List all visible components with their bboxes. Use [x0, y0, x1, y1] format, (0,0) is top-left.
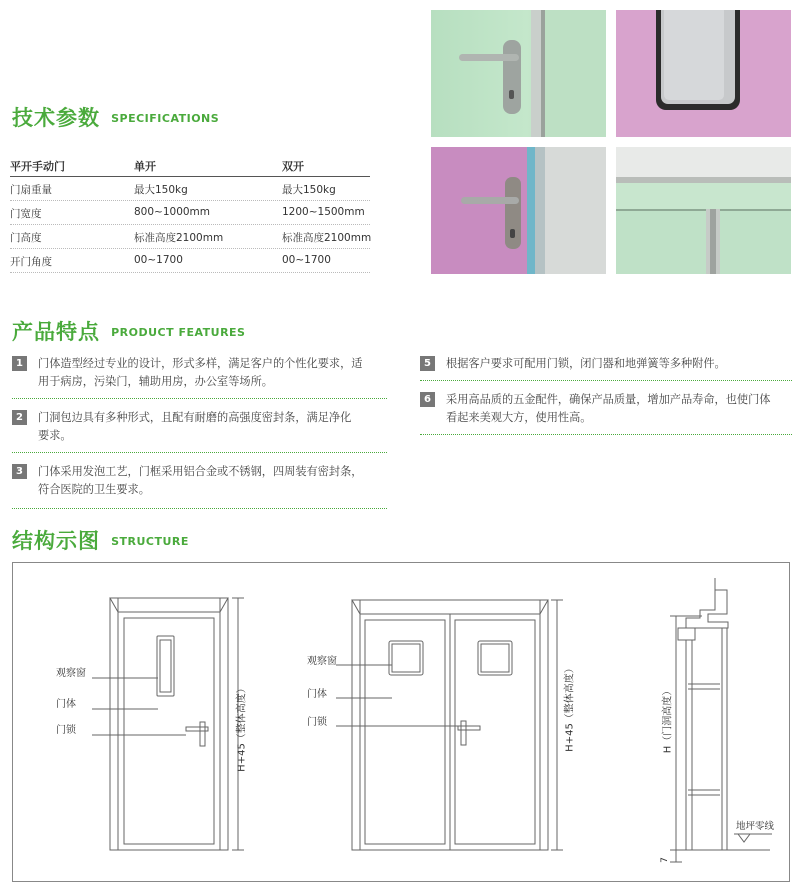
- double-body-label: 门体: [307, 689, 327, 700]
- single-body-label: 门体: [56, 699, 76, 710]
- structure-title: 结构示图: [12, 529, 100, 553]
- spec-label: 开门角度: [10, 256, 52, 268]
- spec-value-single: 800~1000mm: [134, 206, 211, 218]
- feature-text-line: 根据客户要求可配用门锁，闭门器和地弹簧等多种附件。: [446, 357, 726, 370]
- spec-subtitle: SPECIFICATIONS: [111, 112, 220, 125]
- spec-label: 门扇重量: [10, 184, 52, 196]
- spec-value-double: 最大150kg: [282, 184, 336, 196]
- feature-text-line: 门洞包边具有多种形式，且配有耐磨的高强度密封条，满足净化: [38, 411, 352, 424]
- feature-text-line: 采用高品质的五金配件，确保产品质量，增加产品寿命，也使门体: [446, 393, 771, 406]
- feature-number-badge: 1: [12, 356, 27, 371]
- spec-value-double: 1200~1500mm: [282, 206, 365, 218]
- feature-number-badge: 6: [420, 392, 435, 407]
- feature-text-line: 看起来美观大方，使用性高。: [446, 411, 592, 424]
- double-door-drawing: [336, 600, 563, 850]
- section-height-dim-label: H（门洞高度）: [662, 685, 674, 754]
- double-lock-label: 门锁: [307, 717, 327, 728]
- features-title: 产品特点: [12, 320, 100, 344]
- single-lock-label: 门锁: [56, 725, 76, 736]
- single-door-drawing: [92, 598, 244, 850]
- spec-label: 门宽度: [10, 208, 42, 220]
- feature-number-badge: 2: [12, 410, 27, 425]
- feature-text-line: 符合医院的卫生要求。: [38, 483, 150, 496]
- feature-text-line: 门体采用发泡工艺，门框采用铝合金或不锈钢，四周装有密封条，: [38, 465, 363, 478]
- single-height-dim-label: H+45（整体高度）: [236, 683, 248, 772]
- spec-label: 门高度: [10, 232, 42, 244]
- section-bottom-dim-label: 7: [659, 857, 670, 863]
- double-window-label: 观察窗: [307, 656, 337, 667]
- spec-value-double: 00~1700: [282, 254, 331, 266]
- feature-text-line: 门体造型经过专业的设计，形式多样，满足客户的个性化要求，适: [38, 357, 363, 370]
- feature-text-line: 要求。: [38, 429, 72, 442]
- spec-value-single: 标准高度2100mm: [134, 232, 224, 244]
- feature-number-badge: 3: [12, 464, 27, 479]
- single-window-label: 观察窗: [56, 668, 86, 679]
- feature-number-badge: 5: [420, 356, 435, 371]
- spec-header-single: 单开: [134, 160, 156, 173]
- spec-title: 技术参数: [12, 106, 100, 130]
- spec-header-type: 平开手动门: [10, 160, 65, 173]
- spec-value-double: 标准高度2100mm: [282, 232, 372, 244]
- floor-zero-line-label: 地坪零线: [736, 821, 775, 832]
- features-subtitle: PRODUCT FEATURES: [111, 326, 246, 339]
- structure-subtitle: STRUCTURE: [111, 535, 189, 548]
- spec-value-single: 最大150kg: [134, 184, 188, 196]
- double-height-dim-label: H+45（整体高度）: [564, 663, 576, 752]
- spec-value-single: 00~1700: [134, 254, 183, 266]
- feature-text-line: 用于病房，污染门，辅助用房，办公室等场所。: [38, 375, 273, 388]
- spec-header-double: 双开: [282, 160, 304, 173]
